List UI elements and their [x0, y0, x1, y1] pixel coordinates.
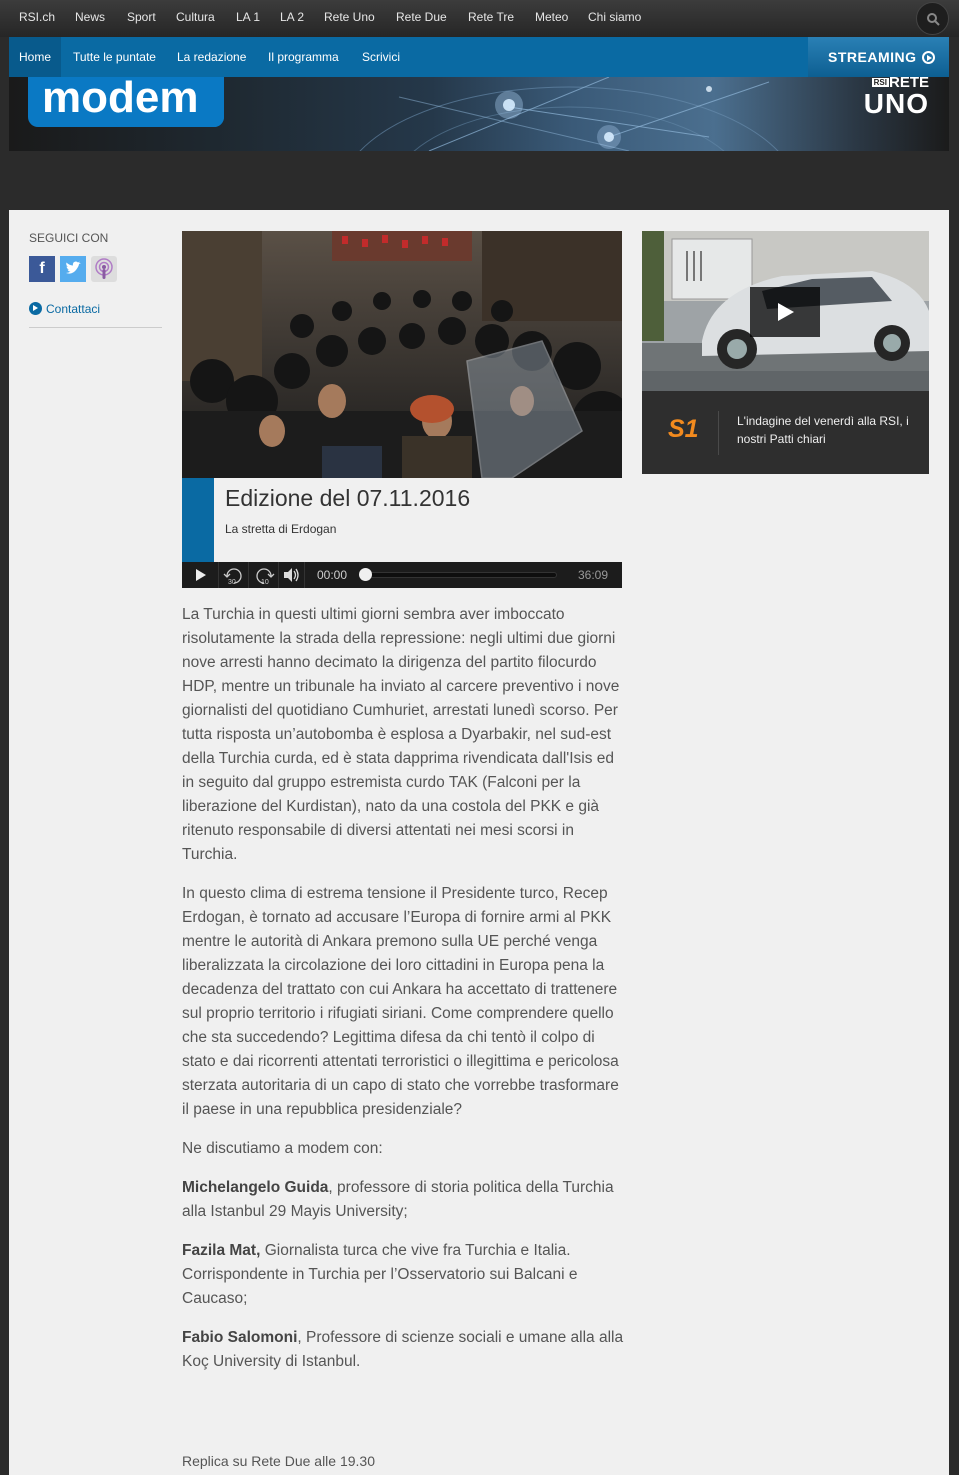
modem-logo-text: modem — [42, 77, 199, 122]
side-video-title: L'indagine del venerdì alla RSI, i nostri Patti chiari — [737, 414, 909, 446]
guest-item — [182, 1239, 628, 1311]
guest-name: Fabio Salomoni — [182, 1329, 298, 1346]
episode-accent-bar — [182, 478, 214, 562]
rewind-30-icon — [219, 562, 249, 588]
s1-logo: S1 — [668, 415, 699, 443]
caption-separator — [718, 411, 719, 455]
nav-item-rete-uno[interactable]: Rete Uno — [324, 10, 375, 24]
progress-knob[interactable] — [359, 568, 372, 581]
side-video-caption[interactable] — [642, 391, 929, 474]
nav-item-cultura[interactable]: Cultura — [176, 10, 215, 24]
volume-button[interactable] — [279, 562, 305, 588]
play-button[interactable] — [182, 562, 219, 588]
nav-item-rete-due[interactable]: Rete Due — [396, 10, 447, 24]
guest-item — [182, 1176, 628, 1224]
play-circle-icon — [922, 51, 935, 64]
top-navigation — [0, 0, 959, 37]
search-icon — [926, 12, 940, 26]
tab-il-programma[interactable]: Il programma — [268, 50, 339, 64]
guest-desc: , professore di storia politica della Turchia alla Istanbul 29 Mayis University; — [182, 1179, 614, 1220]
streaming-button[interactable] — [808, 37, 949, 77]
contact-label: Contattaci — [46, 302, 101, 316]
contact-link[interactable] — [29, 300, 100, 316]
brand-rete: RETE — [888, 77, 929, 91]
nav-item-rsi[interactable]: RSI.ch — [19, 10, 56, 24]
brand-uno: UNO — [863, 88, 929, 120]
episode-title: Edizione del 07.11.2016 — [225, 485, 471, 511]
progress-track[interactable] — [363, 572, 557, 578]
nav-item-la1[interactable]: LA 1 — [236, 10, 261, 24]
nav-item-rete-tre[interactable]: Rete Tre — [468, 10, 515, 24]
guest-desc: , Professore di scienze sociali e umane alla alla Koç University di Istanbul. — [182, 1329, 624, 1370]
guest-desc: Giornalista turca che vive fra Turchia e Italia. Corrispondente in Turchia per l’Osservatorio sui Balcani e Caucaso; — [182, 1242, 578, 1307]
article-paragraph: La Turchia in questi ultimi giorni sembra aver imboccato risolutamente la strada della repressione: negli ultimi due giorni nove arresti hanno decimato la dirigenza del partito filocurdo HDP, mentre un tribunale ha inviato al carcere preventivo i nove giornalisti del quotidiano Cumhuriet, arrestati lunedì scorso. Per tutta risposta un’autobomba è esplosa a Dyarbakir, nel sud-est della Turchia curda, ed è stata dapprima rivendicata dall'Isis ed in seguito dal gruppo estremista curdo TAK (Falconi per la liberazione del Kurdistan), nato da una costola del PKK e già ritenuto responsabile di diversi attentati nei mesi scorsi in Turchia. — [182, 606, 620, 863]
tab-la-redazione[interactable]: La redazione — [177, 50, 247, 64]
article-body — [182, 603, 628, 1389]
nav-item-meteo[interactable]: Meteo — [535, 10, 569, 24]
forward-label: 10 — [261, 579, 269, 586]
podcast-glyph — [91, 256, 117, 282]
arrow-right-circle-icon — [29, 302, 42, 315]
play-icon — [182, 562, 219, 588]
tab-tutte-le-puntate[interactable]: Tutte le puntate — [73, 50, 156, 64]
episode-header — [182, 478, 622, 562]
forward-button[interactable] — [249, 562, 279, 588]
replica-note: Replica su Rete Due alle 19.30 — [182, 1453, 376, 1469]
protest-crowd-photo — [182, 231, 622, 478]
facebook-icon[interactable] — [29, 256, 55, 282]
twitter-icon[interactable] — [60, 256, 86, 282]
video-play-icon[interactable] — [750, 287, 820, 337]
episode-image-protest — [182, 231, 622, 478]
rete-uno-logo[interactable] — [863, 77, 929, 120]
podcast-icon[interactable] — [91, 256, 117, 282]
article-paragraph: In questo clima di estrema tensione il Presidente turco, Recep Erdogan, è tornato ad accusare l’Europa di fornire armi al PKK mentre le autorità di Ankara premono sulla UE perché venga liberalizzata la circolazione dei loro cittadini in Europa pena la decadenza del trattato con cui Ankara ha accettato di trattenere sul proprio territorio i rifugiati siriani. Come comprendere quello che sta succedendo? Legittima difesa da chi tentò il colpo di stato e dai ricorrenti attentati terroristici o illegittima e pericolosa sterzata autoritaria di un capo di stato che vorrebbe trasformare il paese in una repubblica presidenziale? — [182, 885, 619, 1118]
guest-name: Fazila Mat, — [182, 1242, 261, 1259]
guest-item — [182, 1326, 628, 1374]
follow-us-label: SEGUICI CON — [29, 231, 109, 245]
program-navigation — [9, 37, 949, 77]
nav-item-sport[interactable]: Sport — [127, 10, 156, 24]
duration: 36:09 — [578, 568, 609, 582]
tab-home[interactable]: Home — [9, 37, 61, 77]
tab-scrivici[interactable]: Scrivici — [362, 50, 400, 64]
twitter-bird-glyph — [60, 256, 86, 282]
article-paragraph: Ne discutiamo a modem con: — [182, 1140, 383, 1157]
rewind-label: 30 — [228, 579, 236, 586]
search-button[interactable] — [916, 2, 949, 35]
program-banner — [9, 77, 949, 151]
nav-item-news[interactable]: News — [75, 10, 106, 24]
facebook-glyph: f — [39, 260, 45, 277]
nav-item-chi-siamo[interactable]: Chi siamo — [588, 10, 642, 24]
rsi-mark: RSI — [873, 78, 887, 88]
streaming-label: STREAMING — [828, 49, 917, 65]
volume-icon — [279, 562, 305, 588]
side-video-thumbnail[interactable] — [642, 231, 929, 391]
episode-subtitle: La stretta di Erdogan — [225, 522, 337, 536]
sidebar-divider — [29, 327, 162, 328]
forward-10-icon — [249, 562, 279, 588]
rewind-button[interactable] — [219, 562, 249, 588]
current-time: 00:00 — [317, 568, 348, 582]
nav-item-la2[interactable]: LA 2 — [280, 10, 305, 24]
guest-name: Michelangelo Guida — [182, 1179, 329, 1196]
audio-player — [182, 562, 622, 588]
